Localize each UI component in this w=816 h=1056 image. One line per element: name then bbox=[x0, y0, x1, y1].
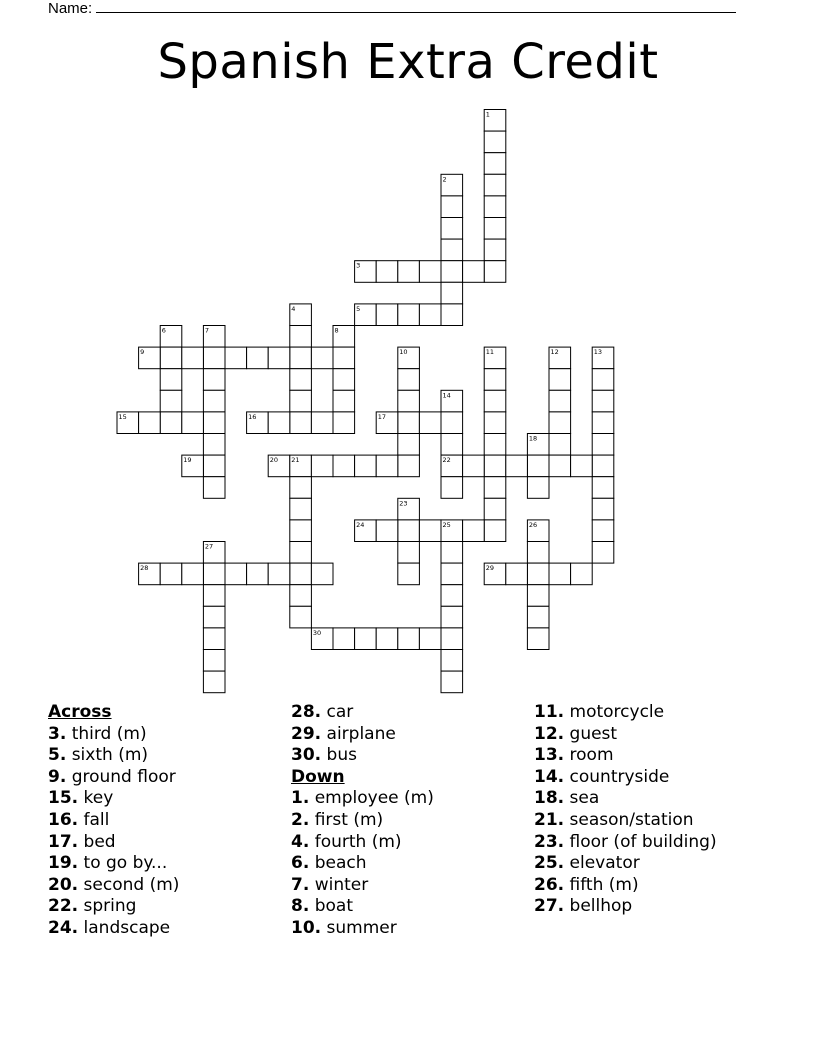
grid-cell[interactable] bbox=[398, 455, 420, 477]
clue-text: room bbox=[569, 745, 614, 766]
cell-number: 22 bbox=[442, 456, 451, 465]
cell-number: 21 bbox=[291, 456, 300, 465]
clue-number: 10. bbox=[291, 917, 322, 938]
grid-cell[interactable] bbox=[311, 563, 333, 585]
clue-item bbox=[534, 745, 717, 767]
grid-cell[interactable] bbox=[592, 369, 614, 391]
grid-cell[interactable] bbox=[527, 477, 549, 499]
grid-cell[interactable] bbox=[441, 563, 463, 585]
grid-cell[interactable] bbox=[398, 390, 420, 412]
clue-number: 23. bbox=[534, 831, 565, 852]
grid-cell[interactable] bbox=[203, 477, 225, 499]
clue-text: guest bbox=[569, 723, 618, 744]
grid-cell[interactable] bbox=[506, 455, 528, 477]
grid-cell[interactable] bbox=[290, 542, 312, 564]
clue-number: 12. bbox=[534, 723, 565, 744]
grid-cell[interactable] bbox=[549, 434, 571, 456]
grid-cell[interactable] bbox=[203, 650, 225, 672]
grid-cell[interactable] bbox=[441, 239, 463, 261]
grid-cell[interactable] bbox=[484, 498, 506, 520]
grid-cell[interactable] bbox=[311, 347, 333, 369]
grid-cell[interactable] bbox=[527, 563, 549, 585]
grid-cell[interactable] bbox=[376, 304, 398, 326]
grid-cell[interactable] bbox=[182, 563, 204, 585]
clue-text: sixth (m) bbox=[71, 745, 149, 766]
clue-number: 2. bbox=[291, 809, 310, 830]
clue-number: 21. bbox=[534, 809, 565, 830]
grid-cell[interactable] bbox=[398, 261, 420, 283]
clue-number: 1. bbox=[291, 788, 310, 809]
grid-cell[interactable] bbox=[592, 520, 614, 542]
cell-number: 30 bbox=[312, 628, 322, 637]
clue-number: 29. bbox=[291, 723, 322, 744]
grid-cell[interactable] bbox=[419, 412, 441, 434]
grid-cell[interactable] bbox=[484, 153, 506, 175]
clue-item bbox=[534, 767, 717, 789]
clue-text: sea bbox=[569, 788, 600, 809]
cell-number: 8 bbox=[334, 326, 339, 335]
grid-cell[interactable] bbox=[527, 628, 549, 650]
cell-number: 3 bbox=[356, 261, 361, 270]
clue-text: ground floor bbox=[71, 766, 176, 787]
across-heading: Across bbox=[48, 702, 112, 722]
grid-cell[interactable] bbox=[419, 304, 441, 326]
grid-cell[interactable] bbox=[463, 455, 485, 477]
grid-cell[interactable] bbox=[225, 563, 247, 585]
grid-cell[interactable] bbox=[398, 520, 420, 542]
cell-number: 7 bbox=[204, 326, 210, 335]
clue-text: first (m) bbox=[314, 809, 384, 830]
grid-cell[interactable] bbox=[441, 671, 463, 693]
grid-cell[interactable] bbox=[441, 434, 463, 456]
grid-cell[interactable] bbox=[311, 455, 333, 477]
clue-text: bus bbox=[326, 745, 357, 766]
grid-cell[interactable] bbox=[333, 390, 355, 412]
grid-cell[interactable] bbox=[398, 304, 420, 326]
cell-number: 18 bbox=[528, 434, 538, 443]
grid-cell[interactable] bbox=[290, 477, 312, 499]
grid-cell[interactable] bbox=[506, 563, 528, 585]
clue-text: fifth (m) bbox=[569, 874, 639, 895]
clue-number: 14. bbox=[534, 766, 565, 787]
grid-cell[interactable] bbox=[441, 650, 463, 672]
clues-column-1 bbox=[48, 702, 179, 940]
grid-cell[interactable] bbox=[441, 606, 463, 628]
grid-cell[interactable] bbox=[290, 606, 312, 628]
clue-number: 6. bbox=[291, 853, 310, 874]
grid-cell[interactable] bbox=[290, 326, 312, 348]
grid-cell[interactable] bbox=[592, 434, 614, 456]
cell-number: 27 bbox=[204, 542, 214, 551]
clue-text: winter bbox=[314, 874, 369, 895]
cell-number: 25 bbox=[442, 520, 451, 529]
clue-text: fall bbox=[83, 809, 110, 830]
grid-cell[interactable] bbox=[203, 412, 225, 434]
grid-cell[interactable] bbox=[398, 542, 420, 564]
grid-cell[interactable] bbox=[571, 455, 593, 477]
clue-item bbox=[291, 918, 434, 940]
cell-number: 1 bbox=[485, 110, 490, 119]
cell-number: 20 bbox=[269, 456, 278, 465]
clue-item bbox=[48, 767, 179, 789]
clue-item bbox=[291, 896, 434, 918]
page-title: Spanish Extra Credit bbox=[157, 34, 659, 90]
grid-cell[interactable] bbox=[419, 628, 441, 650]
clue-number: 7. bbox=[291, 874, 310, 895]
grid-cell[interactable] bbox=[484, 239, 506, 261]
grid-cell[interactable] bbox=[333, 347, 355, 369]
clue-text: season/station bbox=[569, 809, 694, 830]
grid-cell[interactable] bbox=[484, 369, 506, 391]
grid-cell[interactable] bbox=[398, 628, 420, 650]
grid-cell[interactable] bbox=[549, 412, 571, 434]
cell-number: 28 bbox=[140, 564, 149, 573]
cell-number: 15 bbox=[118, 412, 127, 421]
grid-cell[interactable] bbox=[484, 196, 506, 218]
grid-cell[interactable] bbox=[398, 412, 420, 434]
grid-cell[interactable] bbox=[527, 585, 549, 607]
clue-item bbox=[48, 875, 179, 897]
grid-cell[interactable] bbox=[203, 628, 225, 650]
clue-item bbox=[48, 832, 179, 854]
clue-item bbox=[291, 745, 434, 767]
clue-text: countryside bbox=[569, 766, 670, 787]
clue-number: 13. bbox=[534, 745, 565, 766]
clue-number: 9. bbox=[48, 766, 67, 787]
clue-number: 24. bbox=[48, 917, 79, 938]
clue-number: 15. bbox=[48, 788, 79, 809]
clue-item bbox=[48, 853, 179, 875]
clue-item bbox=[291, 810, 434, 832]
clue-number: 16. bbox=[48, 809, 79, 830]
grid-cell[interactable] bbox=[160, 390, 182, 412]
clue-number: 27. bbox=[534, 896, 565, 917]
grid-cell[interactable] bbox=[225, 347, 247, 369]
grid-cell[interactable] bbox=[203, 671, 225, 693]
clue-item bbox=[291, 702, 434, 724]
grid-cell[interactable] bbox=[290, 390, 312, 412]
cell-number: 24 bbox=[356, 520, 365, 529]
clue-item bbox=[534, 702, 717, 724]
grid-cell[interactable] bbox=[203, 563, 225, 585]
clue-item bbox=[48, 918, 179, 940]
cell-number: 11 bbox=[485, 348, 494, 357]
clue-number: 30. bbox=[291, 745, 322, 766]
clue-text: key bbox=[83, 788, 114, 809]
clue-number: 26. bbox=[534, 874, 565, 895]
clue-item bbox=[291, 788, 434, 810]
grid-cell[interactable] bbox=[247, 563, 269, 585]
grid-cell[interactable] bbox=[441, 218, 463, 240]
clue-text: second (m) bbox=[83, 874, 180, 895]
clue-text: fourth (m) bbox=[314, 831, 402, 852]
clue-item bbox=[534, 896, 717, 918]
grid-cell[interactable] bbox=[376, 520, 398, 542]
grid-cell[interactable] bbox=[484, 218, 506, 240]
grid-cell[interactable] bbox=[463, 520, 485, 542]
cell-number: 10 bbox=[399, 348, 408, 357]
clue-text: beach bbox=[314, 853, 367, 874]
grid-cell[interactable] bbox=[376, 261, 398, 283]
clue-text: elevator bbox=[569, 853, 640, 874]
grid-cell[interactable] bbox=[398, 563, 420, 585]
grid-cell[interactable] bbox=[484, 174, 506, 196]
clue-item bbox=[48, 788, 179, 810]
clue-text: third (m) bbox=[71, 723, 147, 744]
clue-number: 25. bbox=[534, 853, 565, 874]
grid-cell[interactable] bbox=[160, 369, 182, 391]
clue-item bbox=[291, 832, 434, 854]
grid-cell[interactable] bbox=[290, 563, 312, 585]
grid-cell[interactable] bbox=[549, 369, 571, 391]
grid-cell[interactable] bbox=[441, 412, 463, 434]
grid-cell[interactable] bbox=[290, 498, 312, 520]
grid-cell[interactable] bbox=[290, 520, 312, 542]
grid-cell[interactable] bbox=[527, 606, 549, 628]
clue-item bbox=[291, 875, 434, 897]
grid-cell[interactable] bbox=[441, 261, 463, 283]
clue-item bbox=[48, 810, 179, 832]
clue-text: employee (m) bbox=[314, 788, 434, 809]
clue-item bbox=[48, 896, 179, 918]
grid-cell[interactable] bbox=[441, 477, 463, 499]
clue-number: 8. bbox=[291, 896, 310, 917]
grid-cell[interactable] bbox=[592, 412, 614, 434]
cell-number: 13 bbox=[593, 348, 602, 357]
grid-cell[interactable] bbox=[182, 347, 204, 369]
cell-number: 9 bbox=[140, 348, 145, 357]
clue-number: 11. bbox=[534, 702, 565, 722]
clue-text: bellhop bbox=[569, 896, 633, 917]
clue-number: 19. bbox=[48, 853, 79, 874]
clue-text: summer bbox=[326, 917, 397, 938]
grid-cell[interactable] bbox=[527, 542, 549, 564]
grid-cell[interactable] bbox=[247, 347, 269, 369]
grid-cell[interactable] bbox=[398, 434, 420, 456]
clues-column-2 bbox=[291, 702, 434, 940]
grid-cell[interactable] bbox=[484, 412, 506, 434]
clue-item bbox=[291, 853, 434, 875]
grid-cell[interactable] bbox=[484, 261, 506, 283]
clue-number: 20. bbox=[48, 874, 79, 895]
cell-number: 16 bbox=[248, 412, 257, 421]
cell-number: 12 bbox=[550, 348, 559, 357]
grid-cell[interactable] bbox=[484, 477, 506, 499]
clue-item bbox=[534, 875, 717, 897]
grid-cell[interactable] bbox=[484, 520, 506, 542]
grid-cell[interactable] bbox=[290, 369, 312, 391]
grid-cell[interactable] bbox=[203, 434, 225, 456]
grid-cell[interactable] bbox=[463, 261, 485, 283]
grid-cell[interactable] bbox=[484, 390, 506, 412]
grid-cell[interactable] bbox=[333, 628, 355, 650]
cell-number: 29 bbox=[485, 564, 494, 573]
grid-cell[interactable] bbox=[160, 563, 182, 585]
clue-item bbox=[534, 788, 717, 810]
grid-cell[interactable] bbox=[203, 369, 225, 391]
grid-cell[interactable] bbox=[160, 412, 182, 434]
clue-text: floor (of building) bbox=[569, 831, 717, 852]
clue-text: bed bbox=[83, 831, 116, 852]
clue-number: 5. bbox=[48, 745, 67, 766]
grid-cell[interactable] bbox=[441, 542, 463, 564]
cell-number: 23 bbox=[399, 499, 408, 508]
cell-number: 19 bbox=[183, 456, 192, 465]
grid-cell[interactable] bbox=[484, 131, 506, 153]
down-heading: Down bbox=[291, 766, 345, 787]
grid-cell[interactable] bbox=[182, 412, 204, 434]
clue-item bbox=[48, 745, 179, 767]
clues-column-3 bbox=[534, 702, 717, 918]
grid-cell[interactable] bbox=[592, 477, 614, 499]
clue-item bbox=[534, 724, 717, 746]
grid-cell[interactable] bbox=[333, 369, 355, 391]
grid-cell[interactable] bbox=[484, 434, 506, 456]
grid-cell[interactable] bbox=[203, 606, 225, 628]
grid-cell[interactable] bbox=[419, 520, 441, 542]
grid-cell[interactable] bbox=[549, 563, 571, 585]
grid-cell[interactable] bbox=[311, 412, 333, 434]
clue-text: car bbox=[326, 702, 354, 722]
grid-cell[interactable] bbox=[203, 347, 225, 369]
clue-item bbox=[534, 832, 717, 854]
grid-cell[interactable] bbox=[549, 455, 571, 477]
clue-item bbox=[534, 853, 717, 875]
clue-text: boat bbox=[314, 896, 353, 917]
clue-number: 17. bbox=[48, 831, 79, 852]
grid-cell[interactable] bbox=[203, 455, 225, 477]
grid-cell[interactable] bbox=[441, 196, 463, 218]
clue-text: spring bbox=[83, 896, 137, 917]
grid-cell[interactable] bbox=[139, 412, 161, 434]
grid-cell[interactable] bbox=[333, 412, 355, 434]
clue-item bbox=[48, 724, 179, 746]
grid-cell[interactable] bbox=[398, 369, 420, 391]
grid-cell[interactable] bbox=[419, 261, 441, 283]
grid-cell[interactable] bbox=[571, 563, 593, 585]
grid-cell[interactable] bbox=[290, 412, 312, 434]
clue-text: motorcycle bbox=[569, 702, 665, 722]
grid-cell[interactable] bbox=[441, 282, 463, 304]
grid-cell[interactable] bbox=[268, 563, 290, 585]
clue-item bbox=[534, 810, 717, 832]
clue-text: landscape bbox=[83, 917, 171, 938]
grid-cell[interactable] bbox=[527, 455, 549, 477]
grid-cell[interactable] bbox=[355, 455, 377, 477]
grid-cell[interactable] bbox=[592, 542, 614, 564]
cell-number: 17 bbox=[377, 412, 386, 421]
grid-cell[interactable] bbox=[592, 390, 614, 412]
grid-cell[interactable] bbox=[203, 390, 225, 412]
grid-cell[interactable] bbox=[592, 498, 614, 520]
grid-cell[interactable] bbox=[441, 628, 463, 650]
cell-number: 5 bbox=[356, 304, 361, 313]
cell-number: 26 bbox=[528, 520, 538, 529]
grid-cell[interactable] bbox=[290, 347, 312, 369]
grid-cell[interactable] bbox=[441, 585, 463, 607]
clue-text: to go by... bbox=[83, 853, 168, 874]
grid-cell[interactable] bbox=[203, 585, 225, 607]
grid-cell[interactable] bbox=[549, 390, 571, 412]
cell-number: 14 bbox=[442, 391, 451, 400]
grid-cell[interactable] bbox=[441, 304, 463, 326]
clue-item bbox=[291, 724, 434, 746]
clue-number: 22. bbox=[48, 896, 79, 917]
clue-text: airplane bbox=[326, 723, 396, 744]
clue-number: 3. bbox=[48, 723, 67, 744]
grid-cell[interactable] bbox=[376, 628, 398, 650]
grid-cell[interactable] bbox=[592, 455, 614, 477]
cell-number: 4 bbox=[291, 304, 296, 313]
name-label: Name: bbox=[48, 0, 93, 17]
grid-cell[interactable] bbox=[376, 455, 398, 477]
grid-cell[interactable] bbox=[160, 347, 182, 369]
grid-cell[interactable] bbox=[355, 628, 377, 650]
grid-cell[interactable] bbox=[333, 455, 355, 477]
cell-number: 2 bbox=[442, 175, 447, 184]
grid-cell[interactable] bbox=[268, 347, 290, 369]
grid-cell[interactable] bbox=[290, 585, 312, 607]
clue-number: 18. bbox=[534, 788, 565, 809]
cell-number: 6 bbox=[161, 326, 166, 335]
grid-cell[interactable] bbox=[484, 455, 506, 477]
grid-cell[interactable] bbox=[268, 412, 290, 434]
clue-number: 4. bbox=[291, 831, 310, 852]
clue-number: 28. bbox=[291, 702, 322, 722]
